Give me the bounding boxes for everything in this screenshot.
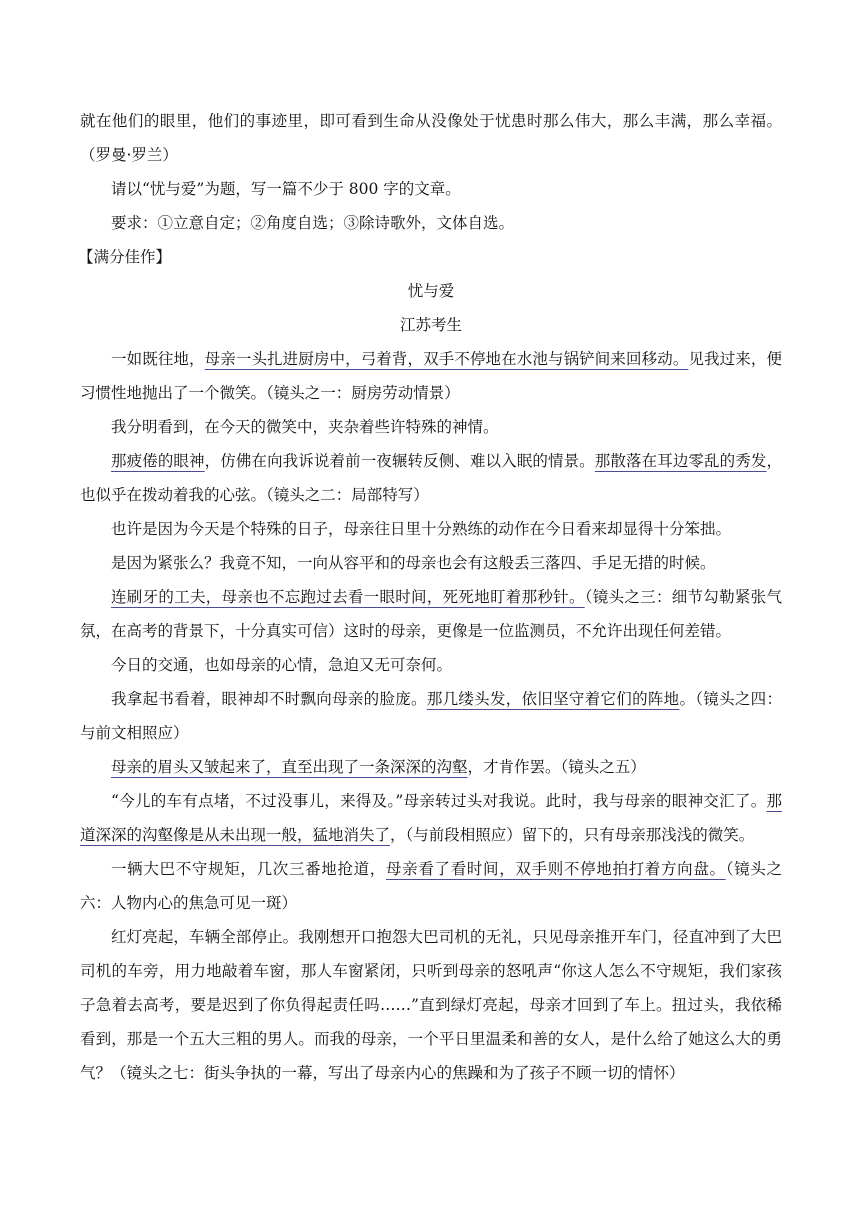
text-span: ，也似乎在拨动着我的心弦。（镜头之二：局部特写） <box>80 452 782 504</box>
writing-prompt: 请以“忧与爱”为题，写一篇不少于 800 字的文章。 <box>111 180 461 198</box>
section-heading: 【满分佳作】 <box>78 248 172 266</box>
essay-paragraph: 是因为紧张么？我竟不知，一向从容平和的母亲也会有这般丢三落四、手足无措的时候。 <box>111 554 716 572</box>
underlined-text: 母亲看了看时间，双手则不停地拍打着方向盘。 <box>386 860 726 878</box>
essay-paragraph: 也许是因为今天是个特殊的日子，母亲往日里十分熟练的动作在今日看来却显得十分笨拙。 <box>111 520 732 538</box>
essay-paragraph <box>80 784 782 852</box>
underlined-text: 母亲的眉头又皱起来了，直至出现了一条深深的沟壑 <box>111 758 468 776</box>
text-span: 一辆大巴不守规矩，几次三番地抢道， <box>111 860 386 878</box>
quote-tail: 就在他们的眼里，他们的事迹里，即可看到生命从没像处于忧患时那么伟大，那么丰满，那么幸福。（罗曼·罗兰） <box>80 112 782 164</box>
essay-title: 忧与爱 <box>407 282 455 300</box>
essay-paragraph <box>80 750 782 784</box>
text-span: 我拿起书看着，眼神却不时飘向母亲的脸庞。 <box>111 690 427 708</box>
writing-requirements: 要求：①立意自定；②角度自选；③除诗歌外，文体自选。 <box>111 214 515 232</box>
document-page <box>80 104 782 1090</box>
text-span: ，仿佛在向我诉说着前一夜辗转反侧、难以入眠的情景。 <box>204 452 595 470</box>
text-span: 。（镜头之四：与前文相照应） <box>80 690 782 742</box>
essay-paragraph <box>80 580 782 648</box>
essay-paragraph <box>80 444 782 512</box>
underlined-text: 那几缕头发，依旧坚守着它们的阵地 <box>426 690 680 708</box>
text-span: （镜头之六：人物内心的焦急可见一斑） <box>80 860 782 912</box>
essay-paragraph <box>80 342 782 410</box>
essay-paragraph: 我分明看到，在今天的微笑中，夹杂着些许特殊的神情。 <box>111 418 499 436</box>
essay-paragraph: 红灯亮起，车辆全部停止。我刚想开口抱怨大巴司机的无礼，只见母亲推开车门，径直冲到了大巴司机的车旁，用力地敲着车窗，那人车窗紧闭，只听到母亲的怒吼声“你这人怎么不守规矩，我们家孩子急着去高考，要是迟到了你负得起责任吗……”直到绿灯亮起，母亲才回到了车上。扭过头，我依稀看到，那是一个五大三粗的男人。而我的母亲，一个平日里温柔和善的女人，是什么给了她这么大的勇气？（镜头之七：街头争执的一幕，写出了母亲内心的焦躁和为了孩子不顾一切的情怀） <box>80 928 782 1082</box>
underlined-text: 母亲一头扎进厨房中，弓着背，双手不停地在水池与锅铲间来回移动。 <box>204 350 689 368</box>
essay-author: 江苏考生 <box>399 316 462 334</box>
underlined-text: 连刷牙的工夫，母亲也不忘跑过去看一眼时间，死死地盯着那秒针。 <box>111 588 585 606</box>
essay-paragraph: 今日的交通，也如母亲的心情，急迫又无可奈何。 <box>111 656 453 674</box>
underlined-text: 那散落在耳边零乱的秀发 <box>594 452 767 470</box>
text-span: ，才肯作罢。（镜头之五） <box>467 758 646 776</box>
essay-paragraph <box>80 682 782 750</box>
text-span: ，（与前段相照应）留下的，只有母亲那浅浅的微笑。 <box>390 826 755 844</box>
text-span: 一如既往地， <box>111 350 205 368</box>
underlined-text: 那道深深的沟壑像是从未出现一般，猛地消失了 <box>80 792 782 844</box>
text-span: “今儿的车有点堵，不过没事儿，来得及。”母亲转过头对我说。此时，我与母亲的眼神交汇了。 <box>111 792 767 810</box>
text-span: （镜头之三：细节勾勒紧张气氛，在高考的背景下，十分真实可信）这时的母亲，更像是一位监测员，不允许出现任何差错。 <box>80 588 782 640</box>
text-span: 见我过来，便习惯性地抛出了一个微笑。（镜头之一：厨房劳动情景） <box>80 350 782 402</box>
underlined-text: 那疲倦的眼神 <box>111 452 205 470</box>
essay-paragraph <box>80 852 782 920</box>
